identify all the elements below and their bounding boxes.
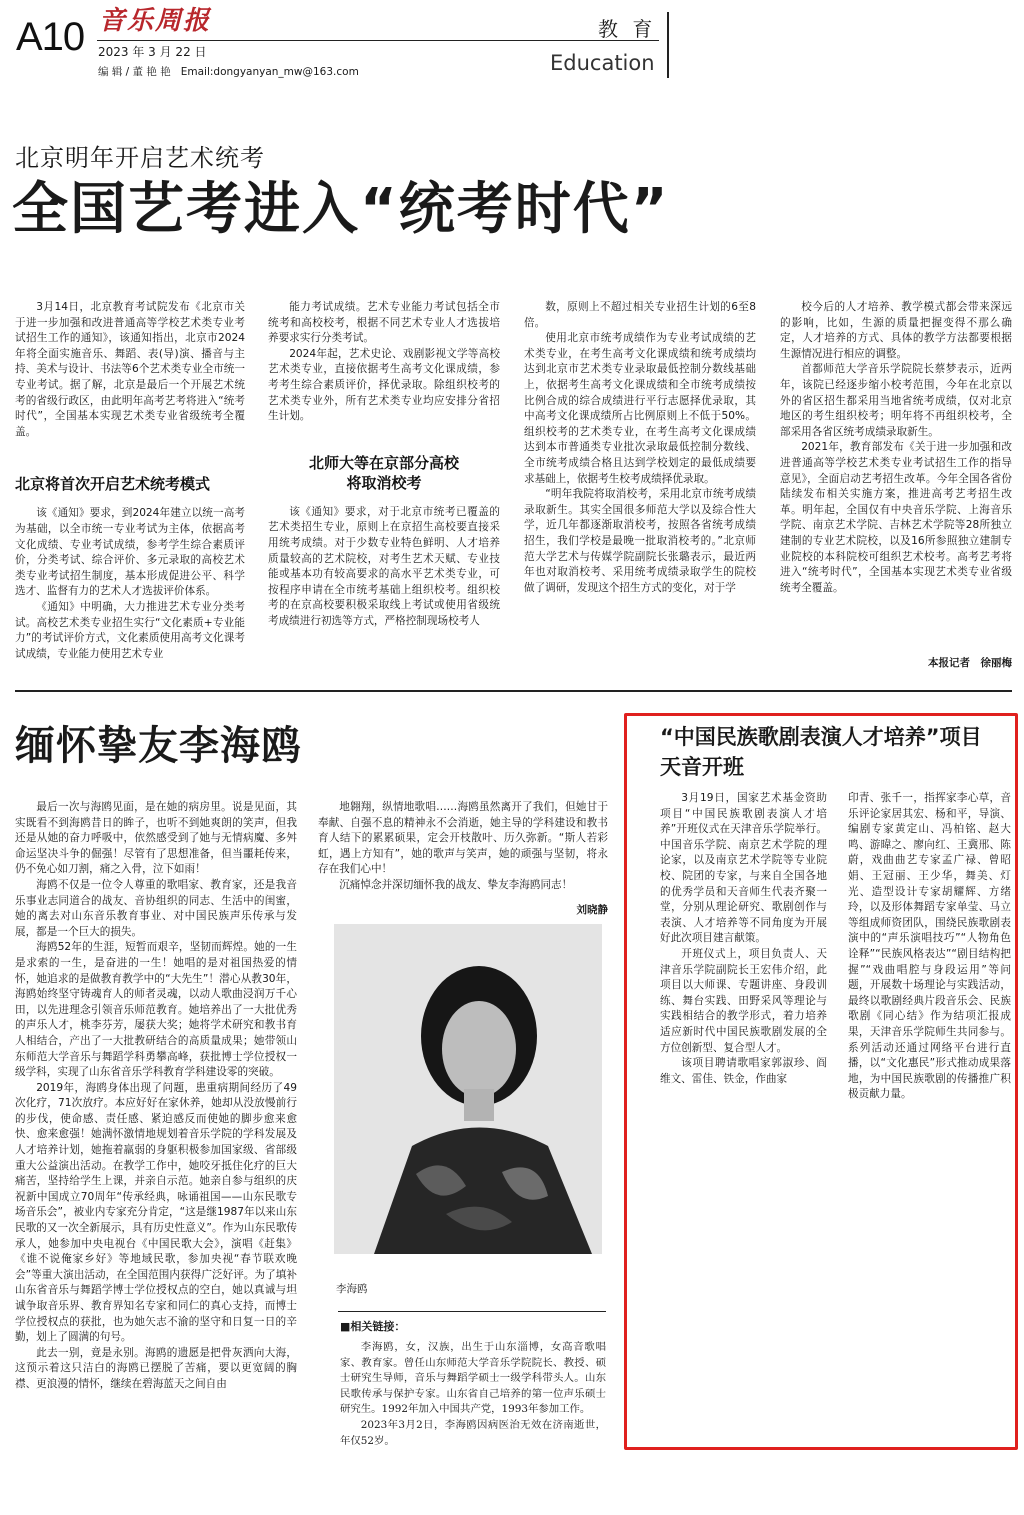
related-link-body [340,1340,606,1505]
opera-paragraph: 印青、张千一，指挥家李心草，音乐评论家居其宏、杨和平，导演、编剧专家黄定山、冯柏铭、赵大鸣、游暐之、廖向红、王冀邢、陈蔚，戏曲曲艺专家孟广禄、曾昭娟、王冠丽、王少华，舞美、灯光、造型设计专家胡耀辉、方绪玲，以及形体舞蹈专家单莹、马立等组成师资团队，围绕民族歌剧表演中的“声乐演唱技巧”“人物角色诠释”“民族风格表达”“剧目结构把握”“戏曲唱腔与身段运用”等问题，开展数十场理论与实践活动，最终以歌剧经典片段音乐会、民族歌剧《同心结》作为结项汇报成果，天津音乐学院师生共同参与。系列活动还通过网络平台进行直播，以“文化惠民”形式推动成果落地，为中国民族歌剧的传播推广积极贡献力量。 [848,792,1011,1101]
opera-paragraph: 开班仪式上，项目负责人、天津音乐学院副院长王宏伟介绍，此项目以大师课、专题讲座、身段训练、舞台实践、田野采风等理论与实践相结合的教学形式，着力培养适应新时代中国民族歌剧发展的全方位创新型、复合型人才。 [660,947,827,1054]
section-divider [667,12,669,78]
issue-date: 2023 年 3 月 22 日 [98,45,207,59]
memorial-byline: 刘晓静 [576,904,608,916]
portrait-caption: 李海鸥 [336,1283,368,1295]
opera-column-2 [848,791,1011,1443]
lead-paragraph: 《通知》中明确，大力推进艺术专业分类考试。高校艺术类专业招生实行“文化素质+专业能力”的考试评价方式，文化素质使用高考文化课考试成绩，专业能力使用艺术专业 [15,600,245,660]
lead-column-1 [15,300,245,680]
paper-logo: 音乐周报 [99,6,212,36]
memorial-paragraph: 2019年，海鸥身体出现了问题，患重病期间经历了49次化疗，71次放疗。本应好好在家休养，她却从没放慢前行的步伐，使命感、责任感、紧迫感反而使她的脚步愈来愈快、愈来愈强！她满怀激情地规划着音乐学院的学科发展及人才培养计划，她拖着羸弱的身躯积极参加国家级、省部级重大公益演出活动。在教学工作中，她咬牙抵住化疗的巨大痛苦，坚持给学生上课，并亲自示范。她亲自参与组织的庆祝新中国成立70周年“传承经典，咏诵祖国——山东民歌专场音乐会”，被业内专家充分肯定，“这是继1987年以来山东民歌的又一次全新展示，具有历史性意义”。作为山东民歌传承人，她参加中央电视台《中国民歌大会》，演唱《赶集》《谁不说俺家乡好》等地域民歌，参加央视“春节联欢晚会”等重大演出活动，在全国范围内获得广泛好评。为了填补山东省音乐与舞蹈学博士学位授权点的空白，她以真诚与坦诚争取音乐界、教育界知名专家和同仁的真心支持，而博士学位授权点的获批，也为她矢志不渝的坚守和日复一日的辛勤，划上了圆满的句号。 [15,1081,297,1344]
lead-paragraph: “明年我院将取消校考，采用北京市统考成绩录取新生。其实全国很多师范大学以及综合性大学，近几年都逐渐取消校考，按照各省统考成绩招生，我们学校是最晚一批取消校考的。”北京师范大学艺术与传媒学院副院长张璐表示，最近两年也对取消校考、采用统考成绩录取学生的院校做了调研，发现这个招生方式的变化，对于学 [524,488,756,594]
memorial-paragraph: 海鸥不仅是一位令人尊重的歌唱家、教育家，还是我音乐事业志同道合的战友、音协组织的同志、生活中的闺蜜，她的离去对山东音乐教育事业、对中国民族声乐传承与发展，都是一个巨大的损失。 [15,878,297,938]
link-box-rule [338,1311,606,1312]
lead-kicker: 北京明年开启艺术统考 [15,144,265,172]
lead-paragraph: 该《通知》要求，对于北京市统考已覆盖的艺术类招生专业，原则上在京招生高校要直接采用统考成绩。对于少数专业特色鲜明、人才培养质量较高的艺术院校，对考生艺术天赋、专业技能或基本功有较高要求的高水平艺术类专业，可按程序申请在全市统考基础上组织校考。组织校考的在京高校要积极采取线上考试或使用省级统考成绩进行初选等方式，严格控制现场校考人 [268,505,500,627]
lead-paragraph: 数，原则上不超过相关专业招生计划的6至8倍。 [524,301,756,329]
portrait-illustration [334,924,602,1254]
memorial-paragraph: 海鸥52年的生涯，短暂而艰辛，坚韧而辉煌。她的一生是求索的一生，是奋进的一生！她唱的是对祖国热爱的情怀，她追求的是做教育教学中的“大先生”！潜心从教30年，海鸥始终坚守铸魂育人的师者灵魂，以动人歌曲浸润万千心田，以先进理念引领音乐师范教育。她培养出了一大批优秀的声乐人才，桃李芬芳，屡获大奖；她将学术研究和教书育人相结合，产出了一大批教研结合的高质量成果；她带领山东师范大学音乐与舞蹈学科勇攀高峰，获批博士学位授权一级学科，实现了山东省音乐学科教育学科建设零的突破。 [15,941,297,1079]
memorial-paragraph: 沉痛悼念并深切缅怀我的战友、挚友李海鸥同志！ [339,878,573,891]
section-title-en: Education [550,51,655,75]
memorial-column-1 [15,800,297,1505]
lead-subheading-1: 北京将首次开启艺术统考模式 [15,475,211,494]
related-link-paragraph: 2023年3月2日，李海鸥因病医治无效在济南逝世，年仅52岁。 [340,1418,606,1447]
portrait-photo [334,924,602,1254]
section-title-cn: 教 育 [598,17,657,41]
memorial-paragraph: 此去一别，竟是永别。海鸥的遗愿是把骨灰洒向大海，这预示着这只洁白的海鸥已摆脱了苦痛，要以更宽阔的胸襟、更浪漫的情怀，继续在碧海蓝天之间自由 [15,1346,297,1390]
opera-headline-line: “中国民族歌剧表演人才培养”项目 [660,725,982,749]
memorial-paragraph: 最后一次与海鸥见面，是在她的病房里。说是见面，其实既看不到海鸥昔日的眸子，也听不到她爽朗的笑声，但我还是从她的奋力呼吸中，依然感受到了她与无情病魔、多舛命运坚决斗争的倔强！尽管有了思想准备，但当噩耗传来，仍不免心如刀割，痛之入骨，泣下如雨！ [15,801,297,876]
masthead-rule [97,40,659,41]
editor-line: 编 辑 / 董 艳 艳 Email:dongyanyan_mw@163.com [98,66,359,78]
lead-paragraph: 3月14日，北京教育考试院发布《北京市关于进一步加强和改进普通高等学校艺术类专业考试招生工作的通知》，该通知指出，北京市2024年将全面实施音乐、舞蹈、表(导)演、播音与主持、美术与设计、书法等6个艺术类专业全市统一专业考试。据了解，北京是最后一个开展艺术统考的省级行政区，由此明年高考艺考将进入“统考时代”，全国基本实现艺术类专业省级统考全覆盖。 [15,301,245,438]
memorial-paragraph: 地翱翔，纵情地歌唱……海鸥虽然离开了我们，但她甘于奉献、自强不息的精神永不会消逝，她主导的学科建设和教书育人结下的累累硕果，定会开枝散叶、历久弥新。“斯人若彩虹，遇上方知有”，她的歌声与笑声，她的顽强与坚韧，将永存在我们心中！ [318,801,608,876]
lead-subheading-2-line: 北师大等在京部分高校 [308,453,459,472]
lead-subheading-2-line: 将取消校考 [346,473,422,492]
memorial-column-2 [318,800,608,900]
lead-byline: 本报记者 徐丽梅 [928,657,1012,669]
lead-paragraph: 能力考试成绩。艺术专业能力考试包括全市统考和高校校考，根据不同艺术专业人才选拔培养要求实行分类考试。 [268,301,500,345]
lead-column-3 [524,300,756,680]
lead-headline: 全国艺考进入“统考时代” [12,177,670,242]
lead-paragraph: 使用北京市统考成绩作为专业考试成绩的艺术类专业，在考生高考文化课成绩和统考成绩均达到北京市艺术类专业录取最低控制分数线基础上，依据考生高考文化课成绩和全市统考成绩按比例合成的综合成绩进行平行志愿择优录取，其中高考文化课成绩所占比例原则上不低于50%。组织校考的艺术类专业，在考生高考文化课成绩达到本市普通类专业批次录取最低控制分数线、全市统考成绩合格且达到学校划定的最低成绩要求基础上，依据考生校考成绩择优录取。 [524,332,756,485]
zhejiang-final [660,1459,1012,1515]
memorial-headline: 缅怀挚友李海鸥 [15,722,302,769]
section-rule [15,690,1012,692]
lead-paragraph: 该《通知》要求，到2024年建立以统一高考为基础，以全市统一专业考试为主体，依据高考文化成绩、专业考试成绩，参考学生综合素质评价，分类考试、综合评价、多元录取的高校艺术类专业考试招生制度，基本形成促进公平、科学选才、监督有力的艺术人才选拔评价体系。 [15,507,245,598]
related-link-paragraph: 李海鸥，女，汉族，出生于山东淄博，女高音歌唱家、教育家。曾任山东师范大学音乐学院院长、教授、硕士研究生导师，音乐与舞蹈学硕士一级学科带头人。山东民歌传承与保护专家。山东省自己培养的第一位声乐硕士研究生。1992年加入中国共产党，1993年参加工作。 [340,1341,606,1416]
lead-paragraph: 首都师范大学音乐学院院长蔡梦表示，近两年，该院已经逐步缩小校考范围，今年在北京以外的省区招生都采用当地省统考成绩，仅对北京地区的考生组织校考；明年将不再组织校考，全部采用各省区统考成绩录取新生。 [780,363,1012,438]
lead-column-4 [780,300,1012,662]
opera-paragraph: 3月19日，国家艺术基金资助项目“中国民族歌剧表演人才培养”开班仪式在天津音乐学院举行。中国音乐学院、南京艺术学院的理论家，以及南京艺术学院等专业院校、院团的专家，与来自全国各地的优秀学员和天音师生代表齐聚一堂，分别从理论研究、歌剧创作与表演、人才培养等不同角度为开展好此次项目建言献策。 [660,792,827,945]
opera-headline-line: 天音开班 [660,755,744,779]
page-number: A10 [16,15,85,59]
opera-headline [660,722,1010,782]
lead-paragraph: 2024年起，艺术史论、戏剧影视文学等高校艺术类专业，直接依据考生高考文化课成绩，参考考生综合素质评价，择优录取。除组织校考的艺术类专业外，所有艺术类专业均应安排分省招生计划。 [268,347,500,423]
related-link-title: ■相关链接： [340,1320,406,1333]
opera-paragraph: 该项目聘请歌唱家郭淑珍、阎维文、雷佳、铁金，作曲家 [660,1057,827,1085]
lead-paragraph: 2021年，教育部发布《关于进一步加强和改进普通高等学校艺术类专业考试招生工作的指导意见》，全面启动艺考招生改革。今年全国各省份陆续发布相关实施方案，推进高考艺考招生改革。明年起，全国仅有中央音乐学院、上海音乐学院、南京艺术学院、吉林艺术学院等28所独立建制的专业艺术院校，以及16所参照独立建制专业院校的本科院校可组织艺术校考。高考艺考将进入“统考时代”，全国基本实现艺术类专业省级统考全覆盖。 [780,441,1012,594]
lead-paragraph: 校今后的人才培养、教学模式都会带来深远的影响，比如，生源的质量把握变得不那么确定，人才培养的方式、具体的教学方法都要根据生源情况进行相应的调整。 [780,301,1012,360]
opera-column-1 [660,791,827,1443]
lead-subheading-2 [268,453,500,493]
lead-column-2 [268,300,500,680]
